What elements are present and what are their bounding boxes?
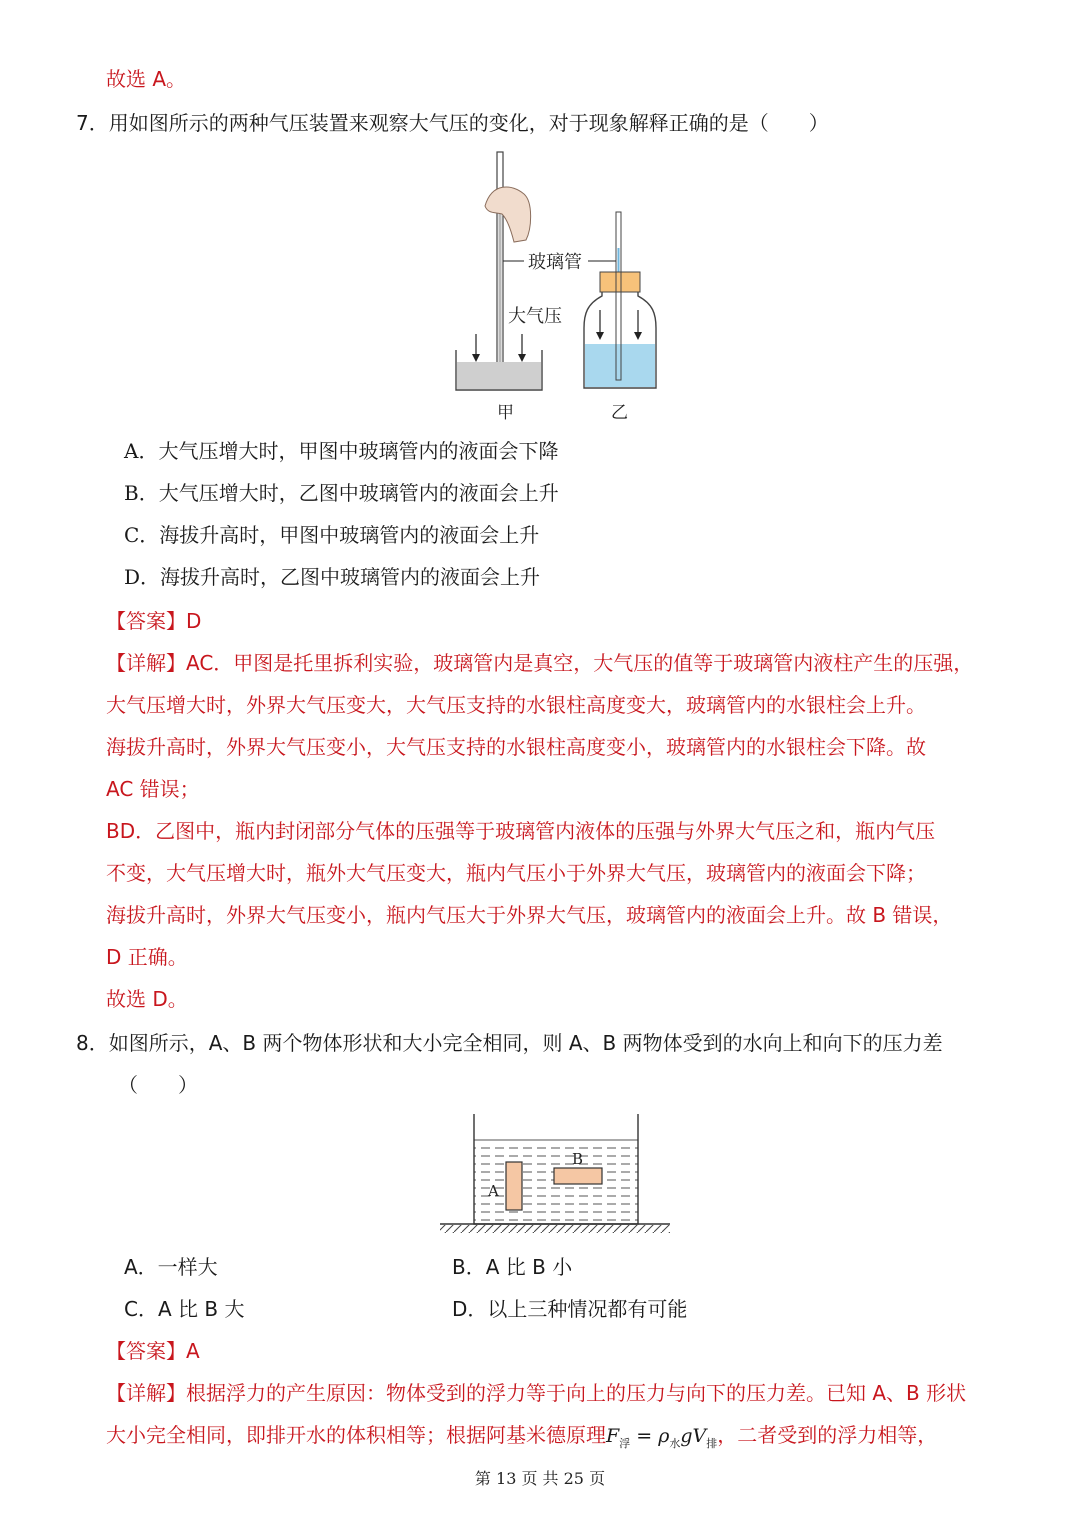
q7-analysis-line-4: AC 错误； (106, 777, 200, 801)
q7-figure (440, 148, 670, 428)
q7-option-a: A．大气压增大时，甲图中玻璃管内的液面会下降 (124, 439, 559, 463)
q7-analysis-line-8: D 正确。 (106, 945, 188, 969)
formula-rho: ρ (658, 1425, 670, 1447)
formula-v-sub: 排 (706, 1436, 718, 1450)
formula-f-sub: 浮 (619, 1436, 631, 1450)
block-a (506, 1162, 522, 1210)
formula-v: V (692, 1425, 707, 1447)
q8-answer: 【答案】A (106, 1339, 200, 1363)
formula-f: F (606, 1425, 620, 1447)
label-yi: 乙 (611, 403, 628, 423)
q7-option-c: C．海拔升高时，甲图中玻璃管内的液面会上升 (124, 523, 540, 547)
label-glass-tube: 玻璃管 (528, 252, 582, 273)
formula-rho-sub: 水 (669, 1436, 681, 1450)
q8-stem-line-2: （ ） (118, 1073, 198, 1097)
bottle-cork (600, 272, 640, 292)
formula-equals: = (630, 1425, 659, 1447)
q8-analysis-line-2-post: ，二者受到的浮力相等， (717, 1423, 938, 1447)
q8-analysis-line-1: 【详解】根据浮力的产生原因：物体受到的浮力等于向上的压力与向下的压力差。已知 A、B 形状 (106, 1381, 967, 1405)
label-a: A (488, 1182, 499, 1200)
q8-option-a: A．一样大 (124, 1255, 218, 1279)
q7-conclusion: 故选 D。 (106, 987, 188, 1011)
formula-g: g (680, 1425, 693, 1447)
mercury-dish (457, 362, 541, 389)
label-jia: 甲 (497, 403, 514, 423)
q7-stem: 7．用如图所示的两种气压装置来观察大气压的变化，对于现象解释正确的是（ ） (76, 111, 829, 135)
q8-stem-line-1: 8．如图所示，A、B 两个物体形状和大小完全相同，则 A、B 两物体受到的水向上和向下的压力差 (76, 1031, 943, 1055)
q7-analysis-line-5: BD．乙图中，瓶内封闭部分气体的压强等于玻璃管内液体的压强与外界大气压之和，瓶内气压 (106, 819, 936, 843)
q7-option-b: B．大气压增大时，乙图中玻璃管内的液面会上升 (124, 481, 559, 505)
q8-option-b: B．A 比 B 小 (452, 1255, 573, 1279)
q7-option-d: D．海拔升高时，乙图中玻璃管内的液面会上升 (124, 565, 541, 589)
q8-analysis-line-2 (106, 1420, 937, 1459)
mercury-column (499, 188, 502, 370)
container-diagram (438, 1112, 672, 1240)
q8-option-d: D．以上三种情况都有可能 (452, 1297, 688, 1321)
arrow-head-left-1 (472, 354, 480, 362)
q7-analysis-line-2: 大气压增大时，外界大气压变大，大气压支持的水银柱高度变大，玻璃管内的水银柱会上升。 (106, 693, 926, 717)
q7-analysis-line-6: 不变，大气压增大时，瓶外大气压变大，瓶内气压小于外界大气压，玻璃管内的液面会下降； (106, 861, 926, 885)
buoyancy-formula (606, 1425, 718, 1450)
prev-conclusion: 故选 A。 (106, 67, 187, 91)
arrow-head-left-2 (518, 354, 526, 362)
page-footer: 第 13 页 共 25 页 (474, 1469, 606, 1488)
q8-figure (438, 1112, 672, 1240)
barometer-diagram (440, 148, 670, 428)
q7-answer: 【答案】D (106, 609, 202, 633)
hand-icon (485, 187, 531, 242)
q7-analysis-line-7: 海拔升高时，外界大气压变小，瓶内气压大于外界大气压，玻璃管内的液面会上升。故 B 错误， (106, 903, 953, 927)
block-b (554, 1168, 602, 1184)
q7-analysis-line-3: 海拔升高时，外界大气压变小，大气压支持的水银柱高度变小，玻璃管内的水银柱会下降。故 (106, 735, 926, 759)
label-b: B (572, 1150, 584, 1168)
ground-hatch (440, 1225, 670, 1233)
q7-analysis-line-1: 【详解】AC．甲图是托里拆利实验，玻璃管内是真空，大气压的值等于玻璃管内液柱产生的压强， (106, 651, 974, 675)
q8-option-c: C．A 比 B 大 (124, 1297, 245, 1321)
label-atm-pressure: 大气压 (508, 306, 562, 327)
bottle-water (585, 344, 655, 387)
q8-analysis-line-2-pre: 大小完全相同，即排开水的体积相等；根据阿基米德原理 (106, 1423, 606, 1447)
